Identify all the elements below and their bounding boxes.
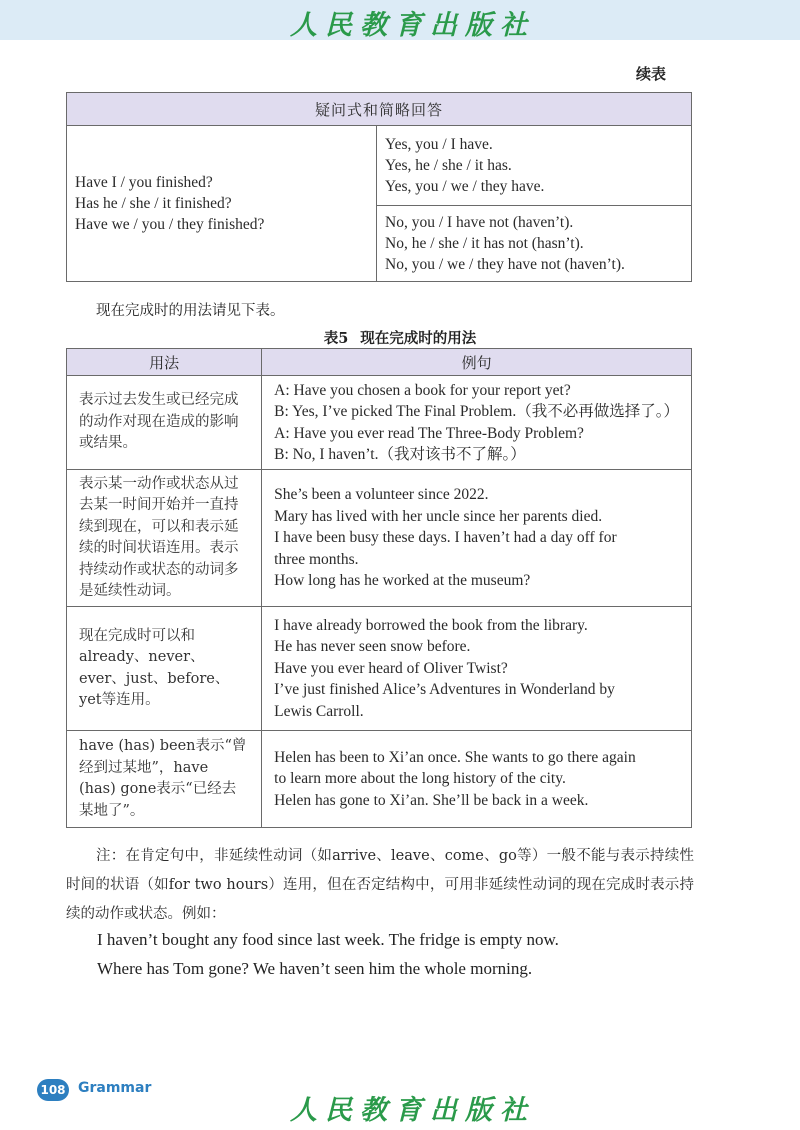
example-line: A: Have you ever read The Three-Body Problem? [274, 424, 584, 442]
page-number-badge: 108 [37, 1079, 69, 1101]
example-cell [262, 376, 692, 470]
answer-line: Yes, you / I have. [385, 136, 493, 153]
usage-cell: 表示某一动作或状态从过去某一时间开始并一直持续到现在，可以和表示延续的时间状语连用。表示持续动作或状态的动词多是延续性动词。 [67, 470, 262, 607]
example-line: B: No, I haven’t.（我对该书不了解。） [274, 446, 526, 463]
example-line: Helen has been to Xi’an once. She wants to go there again [274, 748, 636, 766]
example-line: three months. [274, 550, 359, 568]
publisher-logo-bottom: 人民教育出版社 [290, 1095, 535, 1126]
usage-cell: have (has) been表示“曾经到过某地”，have (has) gone表示“已经去某地了”。 [67, 731, 262, 828]
example-line: Mary has lived with her uncle since her parents died. [274, 507, 603, 525]
example-column-header: 例句 [262, 349, 692, 376]
publisher-logo-top: 人民教育出版社 [290, 10, 535, 41]
intro-text: 现在完成时的用法请见下表。 [96, 303, 285, 319]
example-line: B: Yes, I’ve picked The Final Problem.（我不必再做选择了。） [274, 403, 679, 420]
example-cell [262, 470, 692, 607]
usage-cell: 现在完成时可以和already、never、ever、just、before、yet等连用。 [67, 607, 262, 731]
example-line: to learn more about the long history of the city. [274, 770, 566, 788]
question-line: Have we / you / they finished? [75, 216, 265, 233]
answer-line: No, you / I have not (haven’t). [385, 214, 574, 231]
section-label: Grammar [78, 1080, 152, 1096]
answer-line: Yes, he / she / it has. [385, 157, 512, 174]
question-line: Have I / you finished? [75, 174, 213, 191]
example-line: He has never seen snow before. [274, 638, 471, 656]
example-line: I have already borrowed the book from the library. [274, 616, 588, 634]
example-sentences [97, 925, 559, 983]
example-line: Have you ever heard of Oliver Twist? [274, 659, 508, 677]
example-line: I’ve just finished Alice’s Adventures in Wonderland by [274, 681, 615, 699]
question-cell [67, 126, 377, 282]
example-line: I have been busy these days. I haven’t had a day off for [274, 529, 617, 547]
continued-label: 续表 [635, 65, 666, 83]
note-paragraph: 注：在肯定句中，非延续性动词（如arrive、leave、come、go等）一般不能与表示持续性时间的状语（如for two hours）连用，但在否定结构中，可用非延续性动词的现在完成时表示持续的动作或状态。例如： [66, 848, 694, 922]
example-line: How long has he worked at the museum? [274, 572, 531, 590]
usage-cell: 表示过去发生或已经完成的动作对现在造成的影响或结果。 [67, 376, 262, 470]
table-number: 表5 [323, 330, 349, 347]
table-row [67, 376, 692, 470]
question-line: Has he / she / it finished? [75, 195, 232, 212]
example-line: Lewis Carroll. [274, 702, 364, 720]
example-cell [262, 731, 692, 828]
usage-table [66, 348, 692, 828]
example-line: A: Have you chosen a book for your report yet? [274, 381, 571, 399]
answer-line: No, he / she / it has not (hasn’t). [385, 235, 584, 252]
example-sentence: Where has Tom gone? We haven’t seen him the whole morning. [97, 959, 533, 978]
answer-line: No, you / we / they have not (haven’t). [385, 256, 625, 273]
question-form-table [66, 92, 692, 282]
table-row [67, 731, 692, 828]
table1-header: 疑问式和简略回答 [67, 93, 692, 126]
example-sentence: I haven’t bought any food since last week. The fridge is empty now. [97, 930, 559, 949]
yes-answer-cell [377, 126, 692, 206]
no-answer-cell [377, 206, 692, 282]
answer-line: Yes, you / we / they have. [385, 178, 545, 195]
table-row [67, 607, 692, 731]
table-caption [0, 327, 800, 348]
usage-column-header: 用法 [67, 349, 262, 376]
table-title: 现在完成时的用法 [360, 330, 477, 347]
example-line: She’s been a volunteer since 2022. [274, 486, 489, 504]
example-line: Helen has gone to Xi’an. She’ll be back in a week. [274, 791, 589, 809]
example-cell [262, 607, 692, 731]
table-row [67, 470, 692, 607]
